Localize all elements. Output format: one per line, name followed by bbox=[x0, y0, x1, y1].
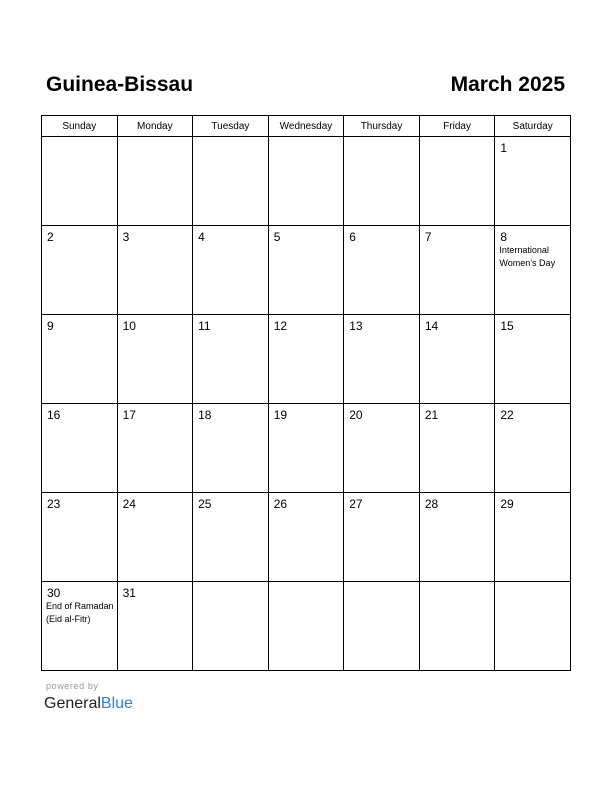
weekday-header: Thursday bbox=[344, 116, 420, 137]
day-cell[interactable] bbox=[495, 315, 571, 404]
weekday-header: Wednesday bbox=[268, 116, 344, 137]
day-cell[interactable] bbox=[344, 137, 420, 226]
day-cell[interactable] bbox=[42, 226, 118, 315]
day-cell[interactable] bbox=[495, 404, 571, 493]
powered-by-text: powered by bbox=[46, 681, 99, 691]
day-number bbox=[269, 137, 344, 141]
weekday-header-row bbox=[42, 116, 571, 137]
logo-general: General bbox=[44, 695, 101, 712]
generalblue-logo[interactable] bbox=[44, 694, 133, 714]
day-number: 16 bbox=[47, 408, 61, 422]
day-cell[interactable] bbox=[117, 582, 193, 671]
day-cell[interactable] bbox=[117, 226, 193, 315]
day-cell[interactable] bbox=[117, 137, 193, 226]
day-number: 20 bbox=[349, 408, 363, 422]
day-number: 4 bbox=[198, 230, 205, 244]
day-cell[interactable] bbox=[495, 137, 571, 226]
brand-footer bbox=[44, 681, 133, 714]
day-number: 9 bbox=[47, 319, 54, 333]
day-number: 2 bbox=[47, 230, 54, 244]
day-number bbox=[269, 582, 344, 586]
day-number: 26 bbox=[273, 497, 288, 511]
day-cell[interactable] bbox=[268, 137, 344, 226]
day-cell[interactable] bbox=[344, 315, 420, 404]
day-cell[interactable] bbox=[268, 493, 344, 582]
day-number bbox=[420, 137, 495, 141]
day-number bbox=[344, 137, 419, 141]
day-cell[interactable] bbox=[193, 137, 269, 226]
day-cell[interactable] bbox=[193, 315, 269, 404]
day-number: 1 bbox=[500, 141, 508, 155]
day-number: 27 bbox=[349, 497, 363, 511]
day-number: 7 bbox=[424, 230, 432, 244]
day-number: 13 bbox=[349, 319, 363, 333]
day-cell[interactable] bbox=[117, 493, 193, 582]
day-cell[interactable] bbox=[419, 226, 495, 315]
day-cell[interactable] bbox=[117, 404, 193, 493]
day-cell[interactable] bbox=[419, 582, 495, 671]
day-number bbox=[420, 582, 495, 586]
day-number bbox=[193, 137, 268, 141]
day-number: 5 bbox=[273, 230, 281, 244]
weekday-header: Saturday bbox=[495, 116, 571, 137]
day-number: 10 bbox=[122, 319, 136, 333]
weekday-header: Tuesday bbox=[193, 116, 269, 137]
week-row bbox=[42, 315, 571, 404]
day-cell[interactable] bbox=[193, 404, 269, 493]
day-number: 23 bbox=[47, 497, 61, 511]
day-number: 11 bbox=[198, 319, 211, 333]
calendar-grid bbox=[41, 115, 571, 671]
day-number bbox=[193, 582, 268, 586]
day-number: 6 bbox=[349, 230, 356, 244]
day-number: 21 bbox=[424, 408, 439, 422]
day-cell[interactable] bbox=[193, 582, 269, 671]
day-number: 8 bbox=[500, 230, 508, 244]
country-title: Guinea-Bissau bbox=[46, 73, 194, 96]
day-number bbox=[118, 137, 193, 141]
month-year-title: March 2025 bbox=[450, 73, 565, 96]
day-cell[interactable] bbox=[344, 404, 420, 493]
weekday-header: Friday bbox=[419, 116, 495, 137]
day-cell[interactable] bbox=[495, 226, 571, 315]
day-cell[interactable] bbox=[344, 226, 420, 315]
day-cell[interactable] bbox=[42, 404, 118, 493]
day-number: 14 bbox=[424, 319, 439, 333]
day-number: 29 bbox=[500, 497, 514, 511]
day-number bbox=[344, 582, 419, 586]
weekday-header: Sunday bbox=[42, 116, 118, 137]
day-cell[interactable] bbox=[495, 582, 571, 671]
day-number: 25 bbox=[198, 497, 212, 511]
day-cell[interactable] bbox=[268, 315, 344, 404]
day-cell[interactable] bbox=[495, 493, 571, 582]
day-cell[interactable] bbox=[344, 493, 420, 582]
holiday-label: International Women’s Day bbox=[499, 245, 556, 268]
day-cell[interactable] bbox=[42, 137, 118, 226]
day-number: 22 bbox=[500, 408, 514, 422]
week-row bbox=[42, 404, 571, 493]
day-cell[interactable] bbox=[268, 582, 344, 671]
week-row bbox=[42, 582, 571, 671]
day-number: 3 bbox=[122, 230, 130, 244]
day-number: 18 bbox=[198, 408, 212, 422]
day-cell[interactable] bbox=[193, 226, 269, 315]
day-cell[interactable] bbox=[419, 315, 495, 404]
day-cell[interactable] bbox=[42, 315, 118, 404]
day-cell[interactable] bbox=[344, 582, 420, 671]
day-number: 30 bbox=[47, 586, 61, 600]
day-number bbox=[495, 582, 570, 586]
day-number: 12 bbox=[273, 319, 288, 333]
day-cell[interactable] bbox=[117, 315, 193, 404]
day-cell[interactable] bbox=[42, 582, 118, 671]
holiday-label: End of Ramadan (Eid al-Fitr) bbox=[46, 601, 114, 624]
day-number: 31 bbox=[122, 586, 136, 600]
week-row bbox=[42, 226, 571, 315]
day-number: 24 bbox=[122, 497, 136, 511]
day-cell[interactable] bbox=[419, 404, 495, 493]
day-number bbox=[42, 137, 117, 141]
week-row bbox=[42, 137, 571, 226]
day-number: 17 bbox=[122, 408, 136, 422]
day-number: 28 bbox=[424, 497, 439, 511]
day-cell[interactable] bbox=[268, 226, 344, 315]
day-cell[interactable] bbox=[42, 493, 118, 582]
weekday-header: Monday bbox=[117, 116, 193, 137]
day-cell[interactable] bbox=[268, 404, 344, 493]
week-row bbox=[42, 493, 571, 582]
logo-blue: Blue bbox=[100, 695, 133, 712]
day-cell[interactable] bbox=[419, 493, 495, 582]
day-cell[interactable] bbox=[193, 493, 269, 582]
day-number: 15 bbox=[500, 319, 514, 333]
day-cell[interactable] bbox=[419, 137, 495, 226]
day-number: 19 bbox=[273, 408, 288, 422]
